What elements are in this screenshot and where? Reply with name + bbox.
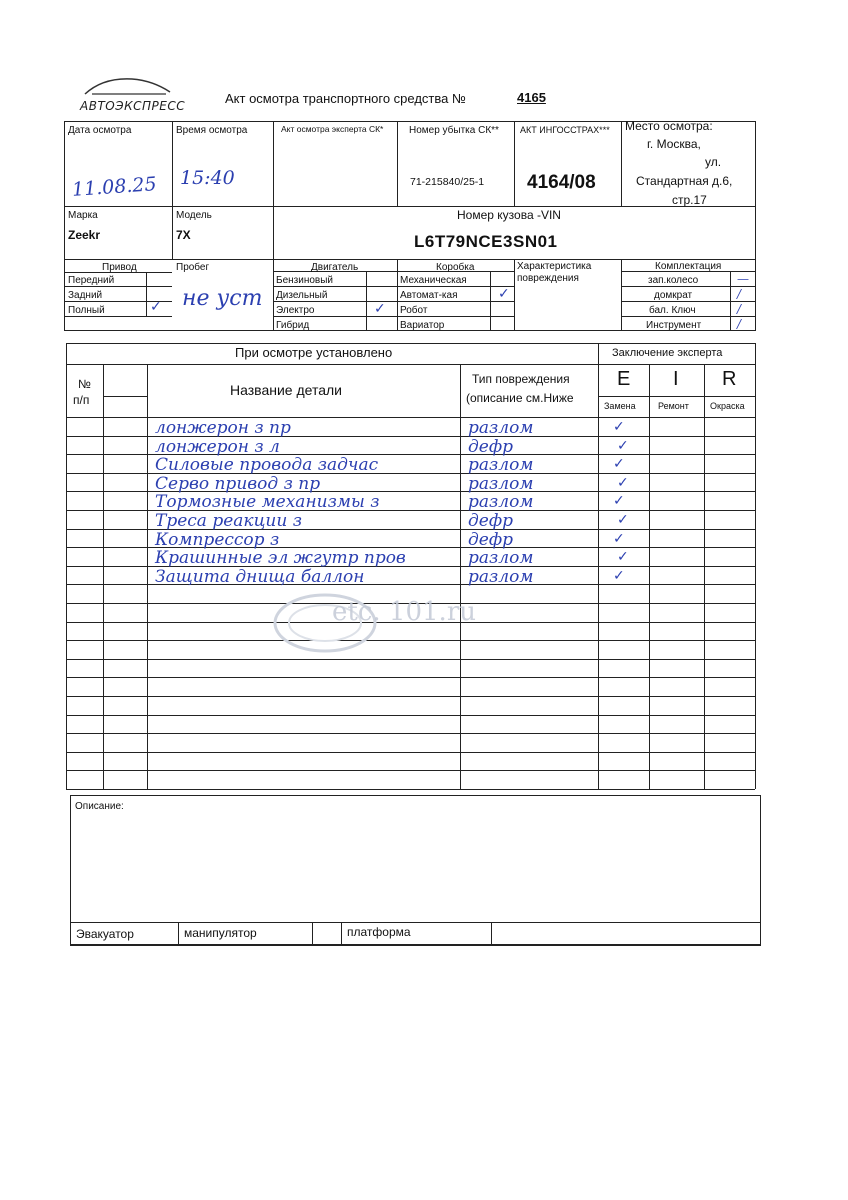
kit-tools: Инструмент <box>646 320 702 331</box>
engine-hybrid: Гибрид <box>276 320 310 331</box>
damage-type: дефр <box>468 437 514 457</box>
mileage-title: Пробег <box>176 262 210 273</box>
gearbox-cvt: Вариатор <box>400 320 445 331</box>
engine-electric: Электро <box>276 305 315 316</box>
row-separator <box>66 677 755 678</box>
kit-mark: / <box>737 302 742 316</box>
replace-checkmark-icon: ✓ <box>617 549 629 565</box>
place-line-2: ул. <box>705 155 722 169</box>
place-line-4: стр.17 <box>672 193 707 207</box>
damage-type: дефр <box>468 511 514 531</box>
date-value: 11.08.25 <box>71 173 158 201</box>
part-name: лонжерон з л <box>155 437 280 457</box>
damage-type-header-2: (описание см.Ниже <box>466 391 574 405</box>
engine-title: Двигатель <box>311 262 359 273</box>
time-value: 15:40 <box>180 167 235 189</box>
expert-act-label: Акт осмотра эксперта СК* <box>281 124 384 134</box>
brand-label: Марка <box>68 210 98 221</box>
evacuator-label: Эвакуатор <box>76 927 134 941</box>
brand-value: Zeekr <box>68 228 101 242</box>
kit-mark: / <box>737 317 742 331</box>
replace-checkmark-icon: ✓ <box>617 475 629 491</box>
replace-checkmark-icon: ✓ <box>613 568 625 584</box>
drive-front: Передний <box>68 275 115 286</box>
part-name: Силовые провода задчас <box>155 455 379 475</box>
row-separator <box>66 640 755 641</box>
gearbox-auto: Автомат-кая <box>400 290 458 301</box>
column-r-sub: Окраска <box>710 401 745 411</box>
replace-checkmark-icon: ✓ <box>617 438 629 454</box>
row-number-label: № <box>78 377 91 391</box>
ingos-act-value: 4164/08 <box>527 172 596 193</box>
conclusion-header: Заключение эксперта <box>612 347 723 359</box>
replace-checkmark-icon: ✓ <box>617 512 629 528</box>
place-label: Место осмотра: <box>625 119 713 133</box>
mileage-value: не уст <box>182 286 263 311</box>
part-name: Треса реакции з <box>155 511 303 531</box>
damage-type: разлом <box>468 418 534 438</box>
gearbox-robot: Робот <box>400 305 428 316</box>
gearbox-manual: Механическая <box>400 275 467 286</box>
column-i-sub: Ремонт <box>658 401 689 411</box>
damage-type: дефр <box>468 530 514 550</box>
vin-label: Номер кузова -VIN <box>457 208 561 222</box>
part-name: Компрессор з <box>155 530 280 550</box>
ingos-act-label: АКТ ИНГОССТРАХ*** <box>520 125 610 135</box>
row-separator <box>66 659 755 660</box>
column-e-sub: Замена <box>604 401 636 411</box>
engine-petrol: Бензиновый <box>276 275 333 286</box>
drive-title: Привод <box>102 262 137 273</box>
kit-jack: домкрат <box>654 290 693 301</box>
gearbox-title: Коробка <box>436 262 475 273</box>
replace-checkmark-icon: ✓ <box>613 456 625 472</box>
replace-checkmark-icon: ✓ <box>613 493 625 509</box>
row-separator <box>66 752 755 753</box>
engine-diesel: Дизельный <box>276 290 328 301</box>
kit-spare-wheel: зап.колесо <box>648 275 699 286</box>
gearbox-auto-checkmark-icon: ✓ <box>498 286 510 302</box>
time-label: Время осмотра <box>176 125 248 136</box>
row-separator <box>66 733 755 734</box>
replace-checkmark-icon: ✓ <box>613 531 625 547</box>
watermark-text: etc. 101.ru <box>332 597 476 627</box>
drive-all-checkmark-icon: ✓ <box>150 299 162 315</box>
part-name-header: Название детали <box>230 382 342 398</box>
kit-wrench: бал. Ключ <box>649 305 696 316</box>
established-header: При осмотре установлено <box>235 345 393 360</box>
engine-electric-checkmark-icon: ✓ <box>374 301 386 317</box>
part-name: Защита днища баллон <box>155 567 365 587</box>
column-e: E <box>617 368 631 390</box>
drive-all: Полный <box>68 305 105 316</box>
kit-title: Комплектация <box>655 261 722 272</box>
column-i: I <box>673 368 679 390</box>
column-r: R <box>722 368 737 390</box>
damage-type: разлом <box>468 567 534 587</box>
damage-type-header: Тип повреждения <box>472 372 570 386</box>
document-title: Акт осмотра транспортного средства № <box>225 91 466 106</box>
place-line-1: г. Москва, <box>647 137 701 151</box>
description-label: Описание: <box>75 801 124 812</box>
act-number: 4165 <box>517 90 546 105</box>
kit-mark: — <box>737 272 749 286</box>
manipulator-label: манипулятор <box>184 926 257 940</box>
date-label: Дата осмотра <box>68 125 132 136</box>
kit-dash-marks <box>737 272 749 332</box>
loss-number-label: Номер убытка СК** <box>409 125 499 136</box>
kit-mark: / <box>737 287 742 301</box>
car-logo-icon <box>80 74 175 96</box>
row-separator <box>66 770 755 771</box>
logo-text: АВТОЭКСПРЕСС <box>80 99 186 113</box>
part-name: Серво привод з пр <box>155 474 321 494</box>
loss-number-value: 71-215840/25-1 <box>410 176 485 188</box>
place-line-3: Стандартная д.6, <box>636 174 733 188</box>
replace-checkmark-icon: ✓ <box>613 419 625 435</box>
damage-type: разлом <box>468 548 534 568</box>
part-name: Тормозные механизмы з <box>155 492 380 512</box>
part-name: Крашинные эл жгутр пров <box>155 548 406 568</box>
damage-type: разлом <box>468 474 534 494</box>
vin-value: L6T79NCE3SN01 <box>414 232 558 251</box>
damage-type: разлом <box>468 455 534 475</box>
model-value: 7X <box>176 228 191 242</box>
row-number-label-2: п/п <box>73 393 90 407</box>
platform-label: платформа <box>347 925 411 939</box>
row-separator <box>66 696 755 697</box>
drive-rear: Задний <box>68 290 103 301</box>
damage-characteristic-title: Характеристика повреждения <box>517 261 592 284</box>
part-name: лонжерон з пр <box>155 418 291 438</box>
row-separator <box>66 715 755 716</box>
logo <box>80 74 186 114</box>
model-label: Модель <box>176 210 212 221</box>
damage-type: разлом <box>468 492 534 512</box>
